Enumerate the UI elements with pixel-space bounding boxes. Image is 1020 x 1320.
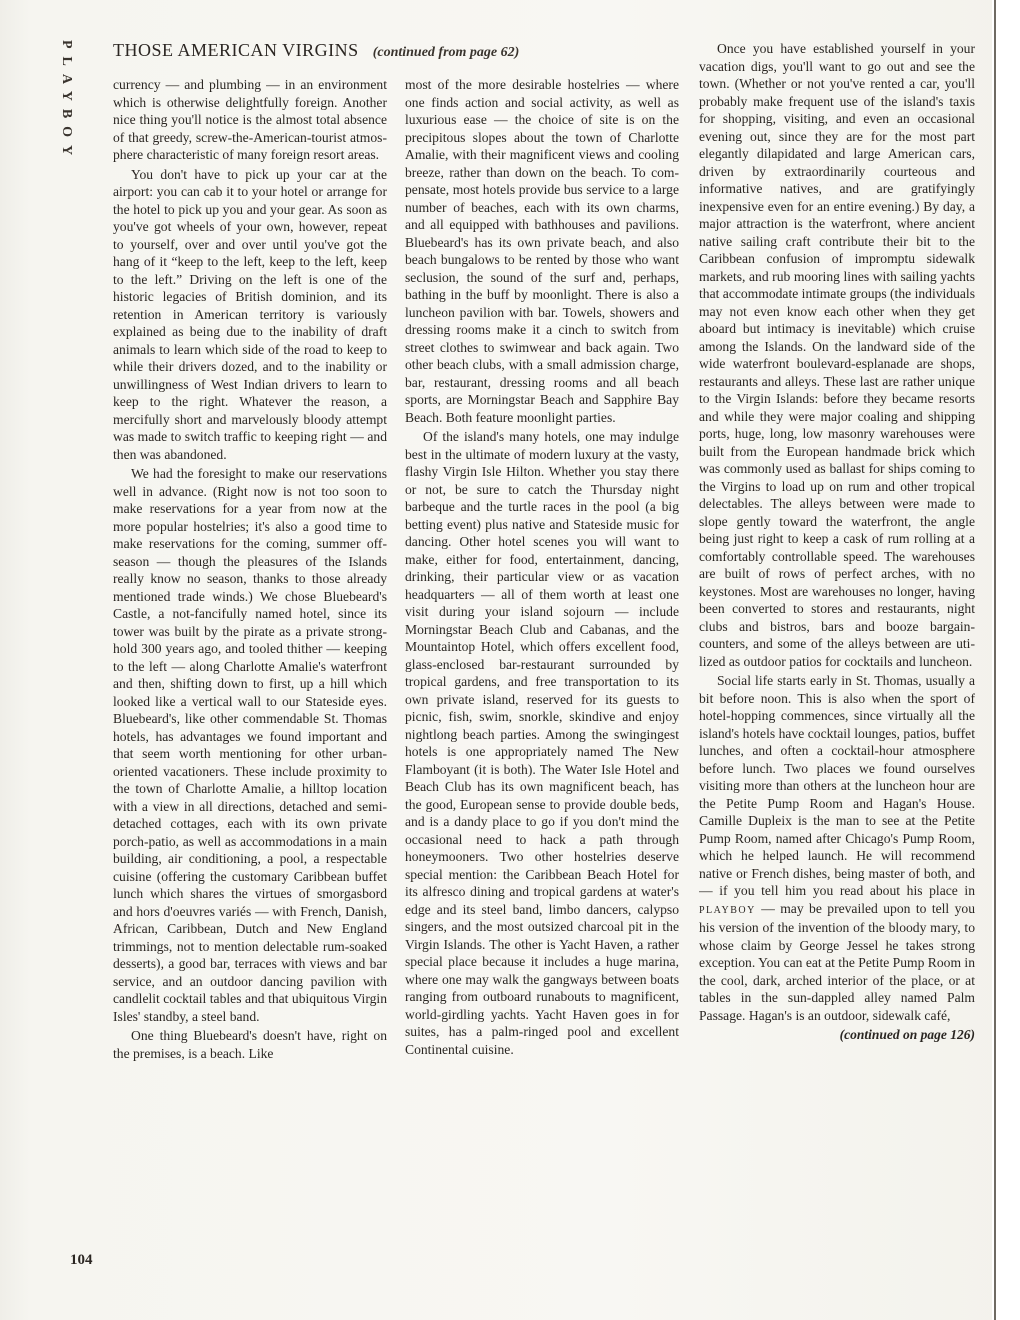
- masthead-text: PLAYBOY: [59, 40, 74, 164]
- article-paragraph: You don't have to pick up your car at the airport: you can cab it to your hotel or arrange for the hotel to pick up you and your gear. As soon as you've got wheels of your own, however, repeat to yourself, over and over until you've got the hang of it “keep to the left, keep to the left, keep to the left.” Driving on the left is one of the historic legacies of British dominion, and its retention in American territory is variously explained as being due to the inability of draft animals to learn which side of the road to keep to while their drivers dozed, and to the inability or unwillingness of West Indian drivers to learn to keep to the right. Whatever the reason, a mercifully short and marvelously bloody attempt was made to switch traffic to keeping right — and then was abandoned.: [113, 166, 387, 462]
- article-paragraph: currency — and plumbing — in an environment which is otherwise delightfully foreign. Another nice thing you'll notice is the almost total absence of that greedy, screw-the-American-tourist atmosphere characteristic of many foreign resort areas.: [113, 77, 387, 162]
- article-paragraph: One thing Bluebeard's doesn't have, right on the premises, is a beach. Like: [113, 1028, 387, 1061]
- article-paragraph: Of the island's many hotels, one may indulge best in the ultimate of modern luxury at the vasty, flashy Virgin Isle Hilton. Whether you stay there or not, be sure to catch the Thursday night barbeque and the turtle races in the pool (a big betting event) plus native and Stateside music for dancing. Other hotel scenes you will want to make, either for food, entertainment, dancing, drinking, their particular view or as vacation headquarters — all of them worth at least one visit during your island sojourn — include Morningstar Beach Club and Cabanas, and the Mountaintop Hotel, which offers excellent food, glass-enclosed bar-restaurant surrounded by tropical gardens, and free transportation to its own private island, reserved for its guests to picnic, fish, swim, snorkle, skindive and enjoy nightlong beach parties. Among the swingingest hotels is one appropriately named The New Flamboyant (it is both). The Water Isle Hotel and Beach Club has its own magnificent beach, has the good, European sense to provide double beds, and is a dandy place to go if you don't mind the occasional need to hack a path through honeymooners. Two other hostelries deserve special mention: the Caribbean Beach Hotel for its alfresco dining and tropical gardens at water's edge and its steel band, limbo dancers, calypso singers, and the most outsized charcoal pit in the Virgin Islands. The other is Yacht Haven, a rather special place because it includes a huge marina, where one may walk the gangways between boats ranging from outboard runabouts to magnificent, world-girdling yachts. Yacht Haven goes in for suites, has a palm-ringed pool and excellent Continental cuisine.: [405, 429, 679, 1057]
- continued-on-note: (continued on page 126): [839, 1027, 975, 1042]
- continuation-note: (continued from page 62): [372, 45, 520, 60]
- text-column-3: [699, 40, 975, 1240]
- page-number: 104: [70, 1252, 93, 1268]
- article-paragraph: Once you have established yourself in your vacation digs, you'll want to go out and see the town. (Whether or not you've rented a car, you'll probably make frequent use of the island's taxis for shopping, visiting, and even an occasional evening out, since they are for the most part elegantly dilapidated and large American cars, driven by extraordinarily courteous and informative natives, and are gratifyingly inexpensive even for an entire evening.) By day, a major attraction is the waterfront, where ancient native sailing craft contribute their bit to the Caribbean confusion of impromptu sidewalk markets, and rub mooring lines with sailing yachts that accommodate intimate groups (the individuals may not even know each other when they get aboard but intimacy is inevitable) which cruise among the Islands. On the landward side of the wide waterfront boulevard-esplanade are shops, restaurants and alleys. These last are rather unique to the Virgin Islands: before they became resorts and while they were major coaling and shipping ports, huge, long, low masonry warehouses were built from the European handmade brick which was commonly used as ballast for ships coming to the Virgins to load up on rum and other tropical delectables. The alleys between were made to slope gently toward the waterfront, the angle being just right to keep a cask of rum rolling at a comfortably controllable speed. The warehouses are built of rows of perfect arches, with no keystones. Most are warehouses no longer, having been converted to stores and restaurants, night clubs and bistros, bars and booze bargain-counters, and some of the alleys between are utilized as outdoor patios for cocktails and luncheon.: [699, 41, 975, 669]
- article-heading: [113, 40, 673, 61]
- article-paragraph: most of the more desirable hostelries — where one finds action and social activity, as well as luxurious ease — the choice of site is on the precipitous slopes about the town of Charlotte Amalie, with their magnificent views and cooling breeze, rather than down on the beach. To compensate, most hotels provide bus service to a large number of beaches, each with its own charms, and all equipped with bathhouses and pavilions. Bluebeard's has its own private beach, and also beach bungalows to be rented by those who want seclusion, the sound of the surf and, perhaps, bathing in the buff by moonlight. There is also a luncheon pavilion with bar. Towels, showers and dressing rooms make it a cinch to switch from street clothes to swimwear and back again. Two other beach clubs, with a small admission charge, bar, restaurant, dressing rooms and all beach sports, are Morningstar Beach and Sapphire Bay Beach. Both feature moonlight parties.: [405, 77, 679, 425]
- text-column-2: [405, 76, 679, 1276]
- page-edge: [992, 0, 1020, 1320]
- article-title: THOSE AMERICAN VIRGINS: [113, 40, 359, 60]
- text-column-1: [113, 76, 387, 1276]
- masthead: [58, 40, 90, 200]
- article-paragraph: We had the foresight to make our reservations well in advance. (Right now is not too soon to make reservations for a year from now at the more popular hostelries; it's also a good time to make reservations for the coming, summer off-season — though the pleasures of the Islands really know no season, thanks to those already mentioned trade winds.) We chose Bluebeard's Castle, a not-fancifully named hotel, since its tower was built by the pirate as a private stronghold 300 years ago, and tooled thither — keeping to the left — along Charlotte Amalie's waterfront and then, shifting down to first, up a hill which looked like a vertical wall to our Stateside eyes. Bluebeard's, like other commendable St. Thomas hotels, has advantages we found important and that seem worth mentioning for other urban-oriented vacationers. These include proximity to the town of Charlotte Amalie, a hilltop location with a view in all directions, detached and semi-detached cottages, each with its own private porch-patio, as well as accommodations in a main building, air conditioning, a pool, a respectable cuisine (offering the customary Caribbean buffet lunch which shares the virtues of smorgasbord and hors d'oeuvres variés — with French, Danish, African, Caribbean, Dutch and New England trimmings, not to mention delectable rum-soaked desserts), a good bar, terraces with views and bar service, and an outdoor dancing pavilion with candlelit cocktail tables and that ubiquitous Virgin Isles' standby, a steel band.: [113, 466, 387, 1024]
- article-paragraph: Social life starts early in St. Thomas, usually a bit before noon. This is also when the sport of hotel-hopping commences, since virtually all the island's hotels have cocktail lounges, patios, buffet lunches, and often a cocktail-hour atmosphere before lunch. Two places we found ourselves visiting more than others at the luncheon hour are the Petite Pump Room and Hagan's House. Camille Dupleix is the man to see at the Petite Pump Room, named after Chicago's Pump Room, which he helped launch. He will recommend native or French dishes, being master of both, and — if you tell him you read about his place in PLAYBOY — may be prevailed upon to tell you his version of the invention of the bloody mary, to whose claim by George Jessel he takes strong exception. You can eat at the Petite Pump Room in the cool, dark, arched interior of the place, or at tables in the sun-dappled alley named Palm Passage. Hagan's is an outdoor, sidewalk café,: [699, 673, 975, 1023]
